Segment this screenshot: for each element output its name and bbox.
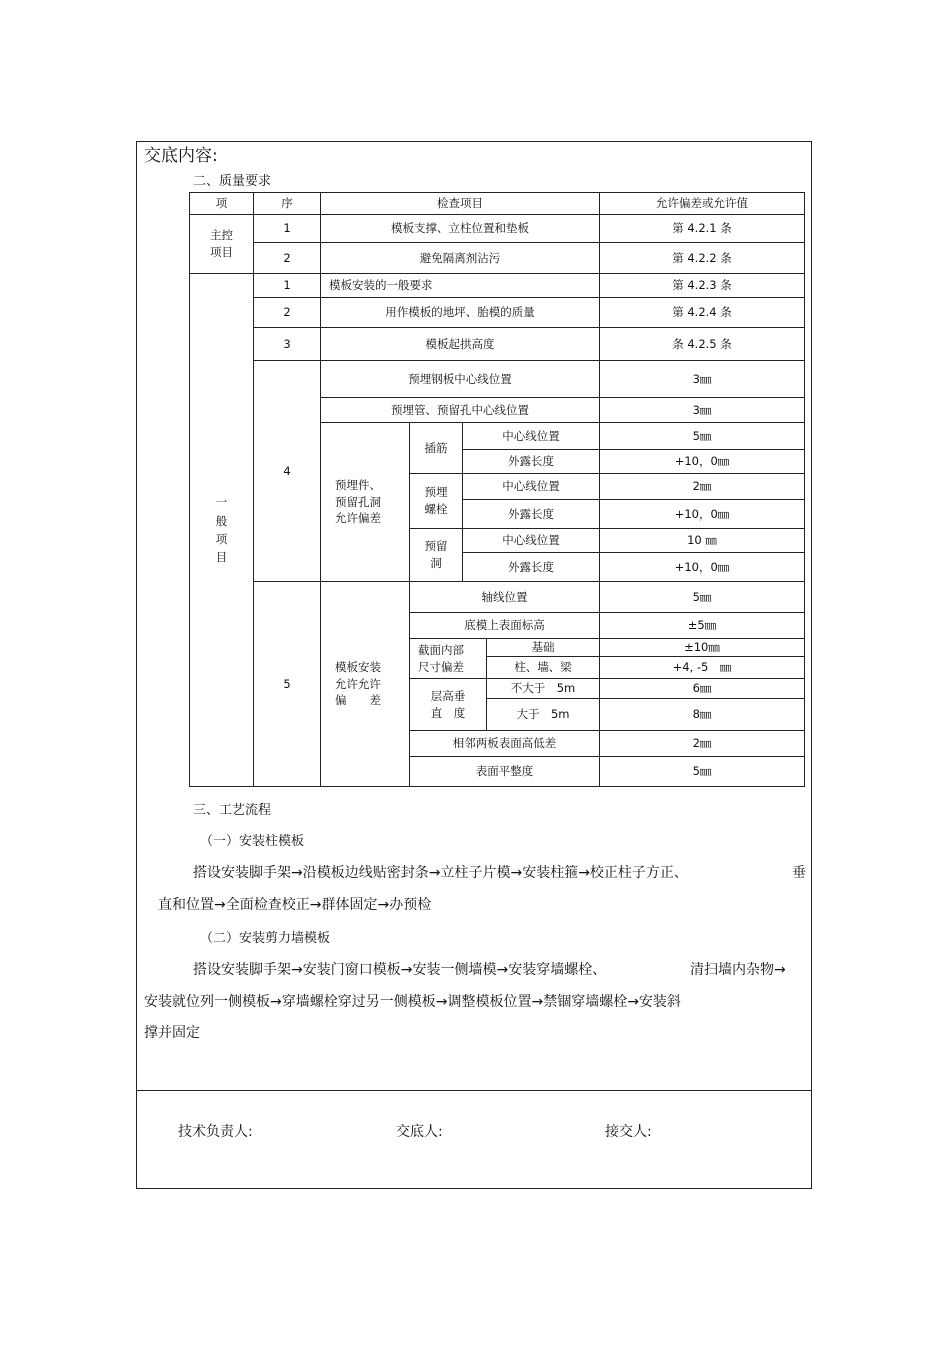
value-cell: 6㎜ — [600, 679, 805, 699]
sub1-line2: 直和位置→全面检查校正→群体固定→办预检 — [158, 897, 432, 913]
item-cell: 预埋管、预留孔中心线位置 — [321, 398, 600, 423]
value-cell: +10，0㎜ — [600, 500, 805, 529]
value-cell: 10 ㎜ — [600, 529, 805, 553]
header-cell: 项 — [190, 193, 254, 215]
tech-lead-label: 技术负责人: — [178, 1124, 253, 1140]
value-cell: 5㎜ — [600, 757, 805, 787]
value-cell: +4, -5 ㎜ — [600, 657, 805, 679]
item-cell: 底模上表面标高 — [410, 613, 600, 639]
seq-cell: 3 — [254, 328, 321, 361]
table-row — [190, 298, 805, 328]
seq-cell: 4 — [254, 361, 321, 582]
item-cell: 模板起拱高度 — [321, 328, 600, 361]
seq-cell: 5 — [254, 582, 321, 787]
item-cell: 外露长度 — [463, 450, 600, 474]
table-row — [190, 274, 805, 298]
discloser-label: 交底人: — [396, 1124, 443, 1140]
page-title: 交底内容: — [144, 146, 218, 166]
item-cell: 预埋钢板中心线位置 — [321, 361, 600, 398]
section2-heading: 二、质量要求 — [193, 174, 272, 189]
sub2-line1-end: 清扫墙内杂物→ — [690, 962, 786, 978]
item-cell: 外露长度 — [463, 553, 600, 582]
sub1-line1: 搭设安装脚手架→沿模板边线贴密封条→立柱子片模→安装柱箍→校正柱子方正、 — [193, 865, 688, 881]
table-header-row — [190, 193, 805, 215]
value-cell: 第 4.2.1 条 — [600, 215, 805, 243]
sub2-line3: 撑并固定 — [144, 1025, 200, 1041]
subgroup-label: 插筋 — [410, 423, 463, 474]
item-cell: 不大于 5m — [487, 679, 600, 699]
group-label: 一 般 项 目 — [190, 274, 254, 787]
item-cell: 模板安装的一般要求 — [321, 274, 600, 298]
subgroup-label: 模板安装 允许允许 偏 差 — [321, 582, 410, 787]
item-cell: 表面平整度 — [410, 757, 600, 787]
item-cell: 外露长度 — [463, 500, 600, 529]
item-cell: 柱、墙、梁 — [487, 657, 600, 679]
section3-heading: 三、工艺流程 — [193, 803, 272, 818]
seq-cell: 2 — [254, 243, 321, 274]
value-cell: 5㎜ — [600, 423, 805, 450]
subgroup-label: 预埋 螺栓 — [410, 474, 463, 529]
header-cell: 检查项目 — [321, 193, 600, 215]
subgroup-label: 截面内部 尺寸偏差 — [410, 639, 487, 679]
seq-cell: 2 — [254, 298, 321, 328]
table-row — [190, 328, 805, 361]
signature-divider — [136, 1090, 812, 1091]
sub2-line2: 安装就位列一侧模板→穿墙螺栓穿过另一侧模板→调整模板位置→禁锢穿墙螺栓→安装斜 — [144, 994, 681, 1010]
header-cell: 序 — [254, 193, 321, 215]
value-cell: ±5㎜ — [600, 613, 805, 639]
value-cell: 8㎜ — [600, 699, 805, 731]
sub1-heading: （一）安装柱模板 — [200, 834, 305, 849]
item-cell: 模板支撑、立柱位置和垫板 — [321, 215, 600, 243]
value-cell: 第 4.2.4 条 — [600, 298, 805, 328]
subgroup-label: 预留 洞 — [410, 529, 463, 582]
quality-table — [189, 192, 805, 787]
table-row — [190, 361, 805, 398]
item-cell: 避免隔离剂沾污 — [321, 243, 600, 274]
value-cell: 条 4.2.5 条 — [600, 328, 805, 361]
item-cell: 中心线位置 — [463, 529, 600, 553]
subgroup-label: 层高垂 直 度 — [410, 679, 487, 731]
sub1-line1-end: 垂 — [792, 865, 806, 881]
value-cell: 2㎜ — [600, 731, 805, 757]
value-cell: +10，0㎜ — [600, 553, 805, 582]
item-cell: 中心线位置 — [463, 423, 600, 450]
value-cell: 第 4.2.3 条 — [600, 274, 805, 298]
item-cell: 轴线位置 — [410, 582, 600, 613]
item-cell: 大于 5m — [487, 699, 600, 731]
value-cell: +10，0㎜ — [600, 450, 805, 474]
subgroup-label: 预埋件、 预留孔洞 允许偏差 — [321, 423, 410, 582]
value-cell: 5㎜ — [600, 582, 805, 613]
value-cell: 第 4.2.2 条 — [600, 243, 805, 274]
item-cell: 相邻两板表面高低差 — [410, 731, 600, 757]
header-cell: 允许偏差或允许值 — [600, 193, 805, 215]
seq-cell: 1 — [254, 274, 321, 298]
receiver-label: 接交人: — [605, 1124, 652, 1140]
group-label: 主控 项目 — [190, 215, 254, 274]
sub2-line1: 搭设安装脚手架→安装门窗口模板→安装一侧墙模→安装穿墙螺栓、 — [193, 962, 607, 978]
item-cell: 用作模板的地坪、胎模的质量 — [321, 298, 600, 328]
item-cell: 中心线位置 — [463, 474, 600, 500]
seq-cell: 1 — [254, 215, 321, 243]
table-row — [190, 582, 805, 613]
value-cell: 3㎜ — [600, 361, 805, 398]
table-row — [190, 215, 805, 243]
table-row — [190, 243, 805, 274]
value-cell: 2㎜ — [600, 474, 805, 500]
item-cell: 基础 — [487, 639, 600, 657]
value-cell: ±10㎜ — [600, 639, 805, 657]
sub2-heading: （二）安装剪力墙模板 — [200, 931, 331, 946]
value-cell: 3㎜ — [600, 398, 805, 423]
